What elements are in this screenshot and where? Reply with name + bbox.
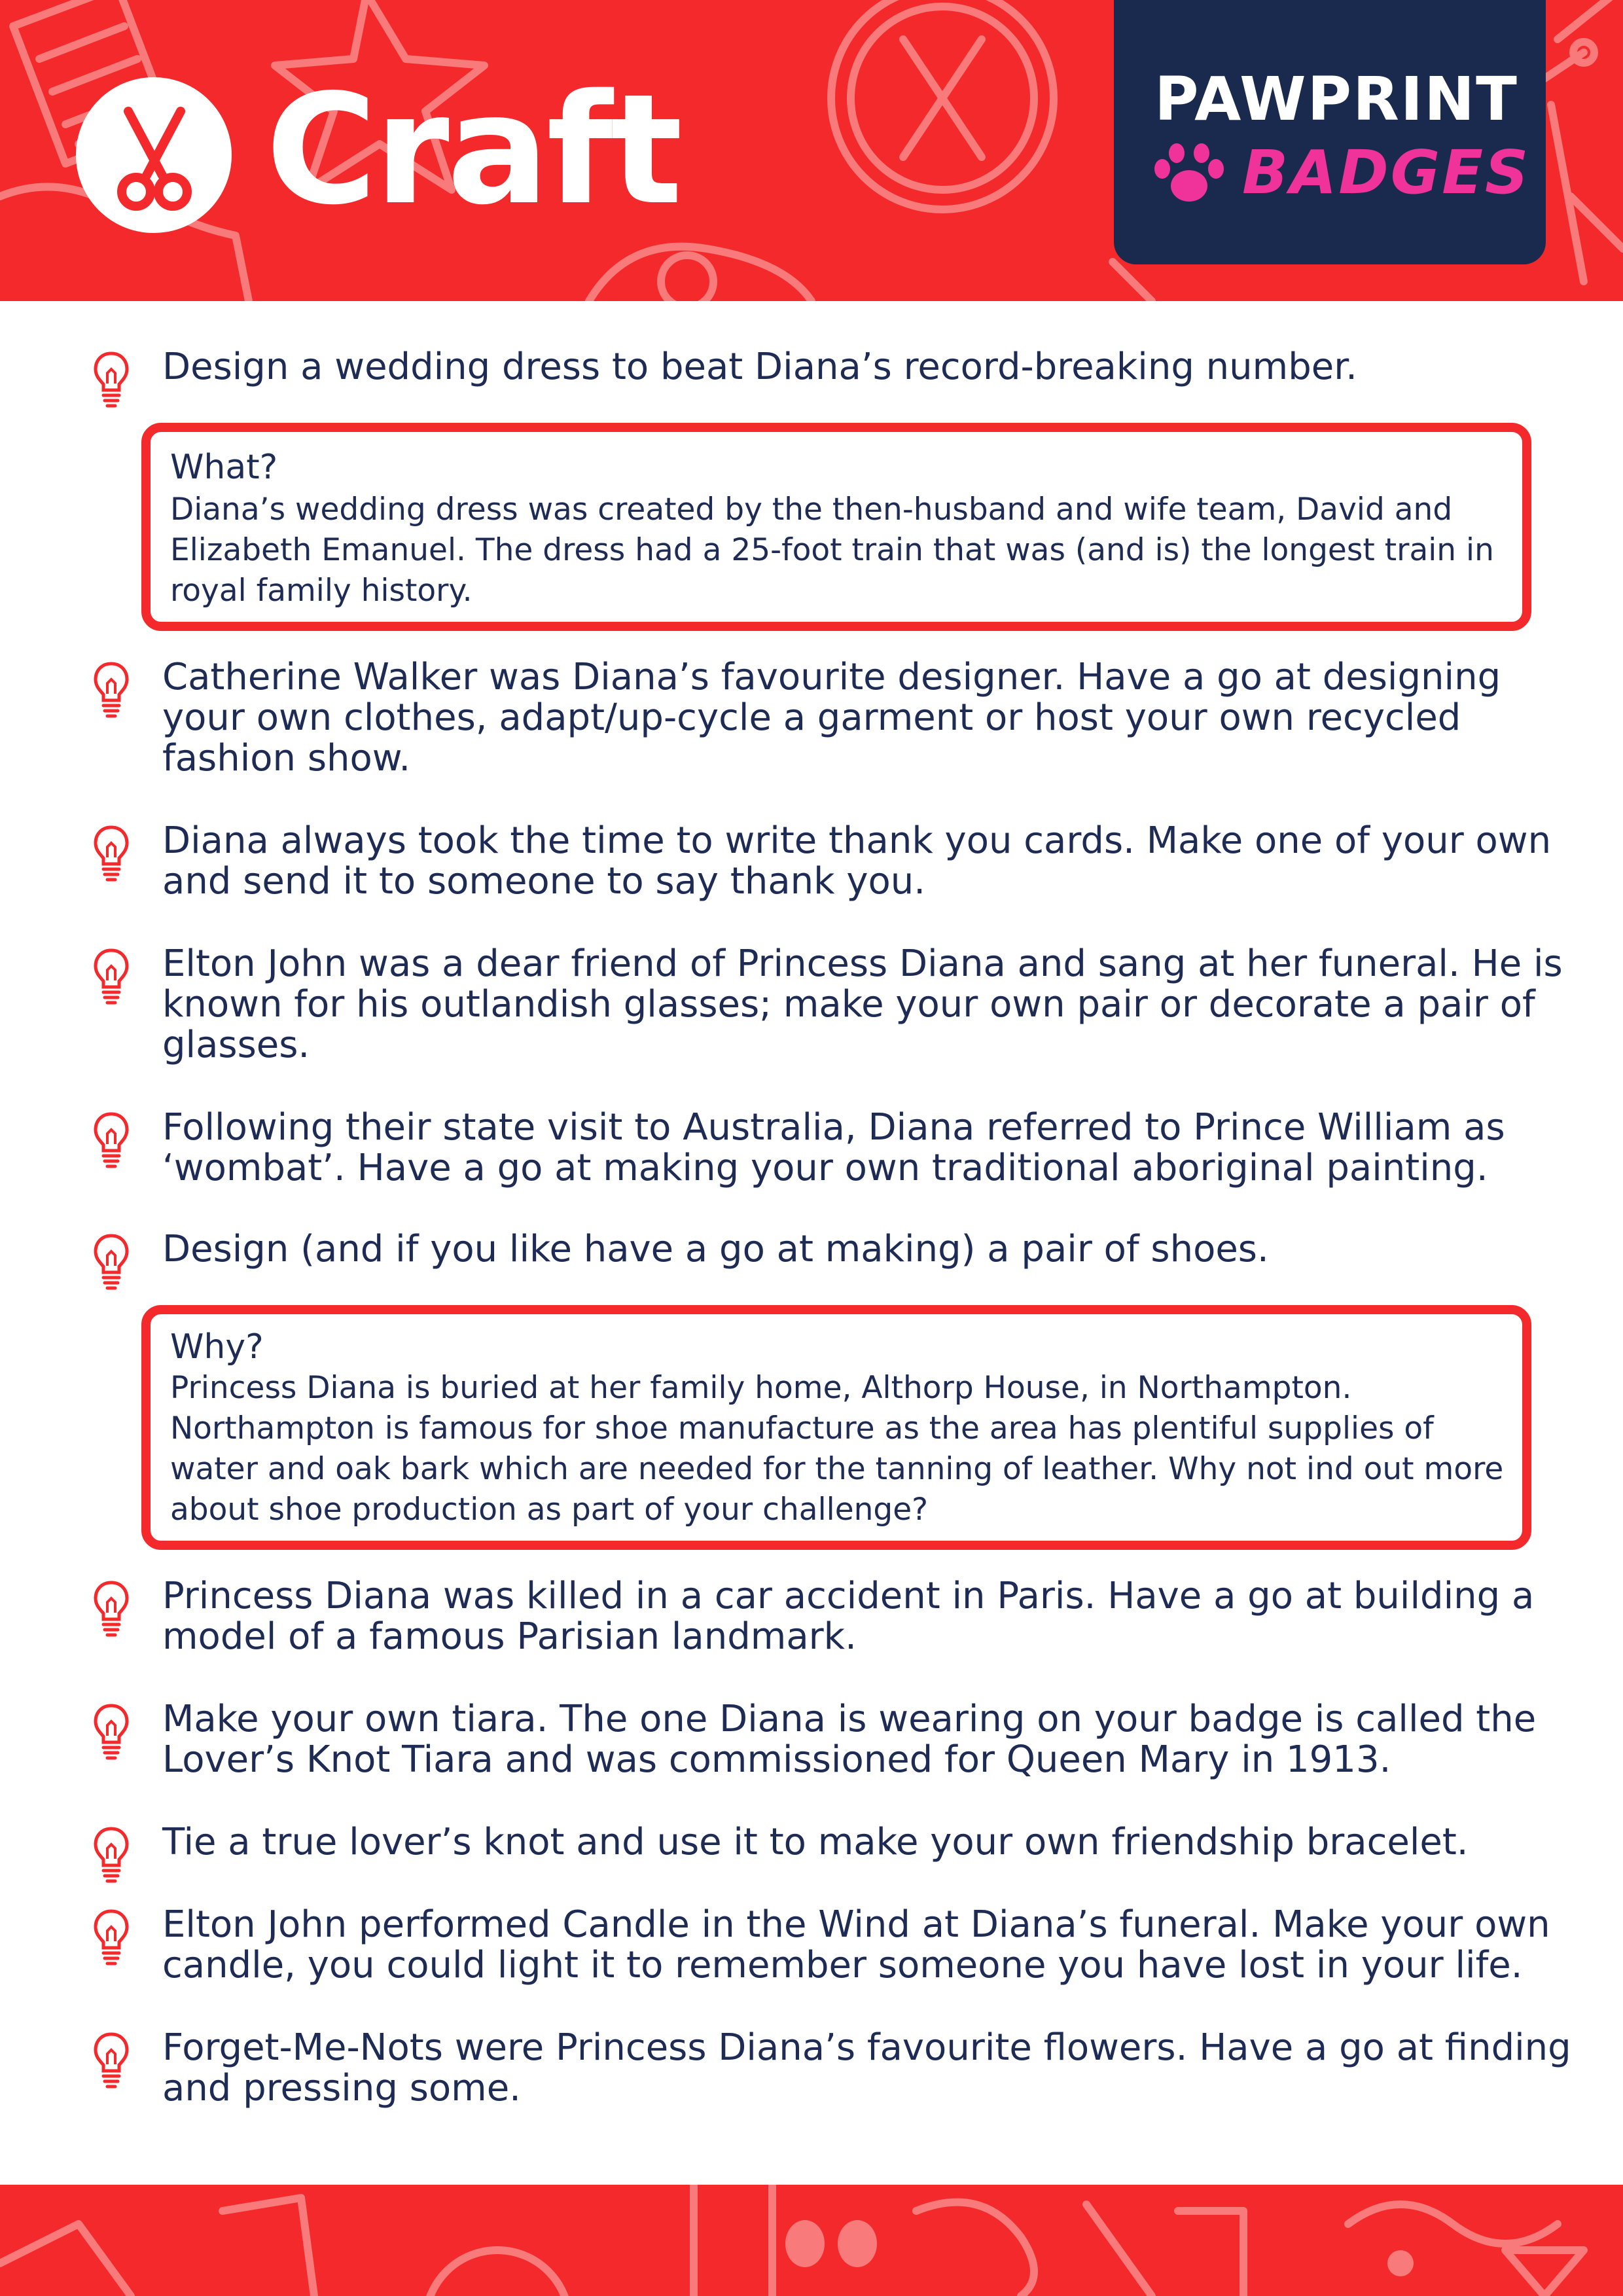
page-title: Craft	[266, 62, 681, 238]
lightbulb-icon	[92, 1825, 131, 1885]
header-banner	[0, 0, 1623, 301]
logo-line-pawprint: PAWPRINT	[1154, 64, 1518, 134]
list-item	[92, 657, 1531, 788]
what-box-body: Diana’s wedding dress was created by the then-husband and wife team, David and Elizabeth Emanuel. The dress had a 25-foot train that was (and is) the longest train in royal family history.	[170, 492, 1494, 609]
doodle-footer-icon	[0, 2185, 1623, 2296]
why-box-title: Why?	[170, 1327, 264, 1367]
lightbulb-icon	[92, 1702, 131, 1762]
why-info-box	[141, 1305, 1531, 1550]
list-item	[92, 819, 1552, 912]
why-box-body: Princess Diana is buried at her family home, Althorp House, in Northampton. Northampton is famous for shoe manufacture as the area has plentiful supplies of water and oak bark which are needed for the tanning of leather. Why not ind out more about shoe production as part of your challenge?	[170, 1370, 1504, 1528]
lightbulb-icon	[92, 350, 131, 410]
item-text: Following their state visit to Australia, Diana referred to Prince William as ‘wombat’. Have a go at making your own traditional aboriginal painting.	[162, 1106, 1505, 1189]
item-text: Tie a true lover’s knot and use it to make your own friendship bracelet.	[162, 1821, 1469, 1863]
paw-icon	[1153, 143, 1225, 206]
item-text: Design (and if you like have a go at making) a pair of shoes.	[162, 1228, 1269, 1270]
item-text: Make your own tiara. The one Diana is wearing on your badge is called the Lover’s Knot Tiara and was commissioned for Queen Mary in 1913.	[162, 1698, 1537, 1781]
logo-line-badges: BADGES	[1242, 137, 1531, 207]
lightbulb-icon	[92, 946, 131, 1007]
item-text: Princess Diana was killed in a car accident in Paris. Have a go at building a model of a famous Parisian landmark.	[162, 1575, 1535, 1658]
lightbulb-icon	[92, 823, 131, 884]
item-text: Catherine Walker was Diana’s favourite designer. Have a go at designing your own clothes, adapt/up-cycle a garment or host your own recycled fashion show.	[162, 656, 1501, 780]
list-item	[92, 1107, 1531, 1199]
list-item	[92, 347, 1531, 399]
item-text: Forget-Me-Nots were Princess Diana’s favourite flowers. Have a go at finding and pressing some.	[162, 2026, 1571, 2109]
lightbulb-icon	[92, 2030, 131, 2090]
list-item	[92, 1229, 1531, 1282]
what-box-title: What?	[170, 448, 278, 487]
list-item	[92, 1822, 1531, 1874]
lightbulb-icon	[92, 660, 131, 720]
list-item	[92, 942, 1563, 1075]
list-item	[92, 1575, 1535, 1668]
item-text: Diana always took the time to write thank you cards. Make one of your own and send it to someone to say thank you.	[162, 819, 1552, 903]
footer-banner	[0, 2185, 1623, 2296]
lightbulb-icon	[92, 1232, 131, 1292]
pawprint-badges-logo	[1114, 0, 1546, 264]
list-item	[92, 1698, 1537, 1791]
item-text: Design a wedding dress to beat Diana’s record-breaking number.	[162, 346, 1357, 388]
item-text: Elton John performed Candle in the Wind at Diana’s funeral. Make your own candle, you could light it to remember someone you have lost in your life.	[162, 1903, 1550, 1986]
scissors-icon	[76, 77, 232, 233]
lightbulb-icon	[92, 1579, 131, 1639]
lightbulb-icon	[92, 1907, 131, 1967]
scissors-badge	[76, 77, 232, 233]
list-item	[92, 2026, 1571, 2119]
lightbulb-icon	[92, 1110, 131, 1170]
list-item	[92, 1903, 1550, 1996]
item-text: Elton John was a dear friend of Princess Diana and sang at her funeral. He is known for his outlandish glasses; make your own pair or decorate a pair of glasses.	[162, 942, 1563, 1066]
what-info-box	[141, 423, 1531, 631]
